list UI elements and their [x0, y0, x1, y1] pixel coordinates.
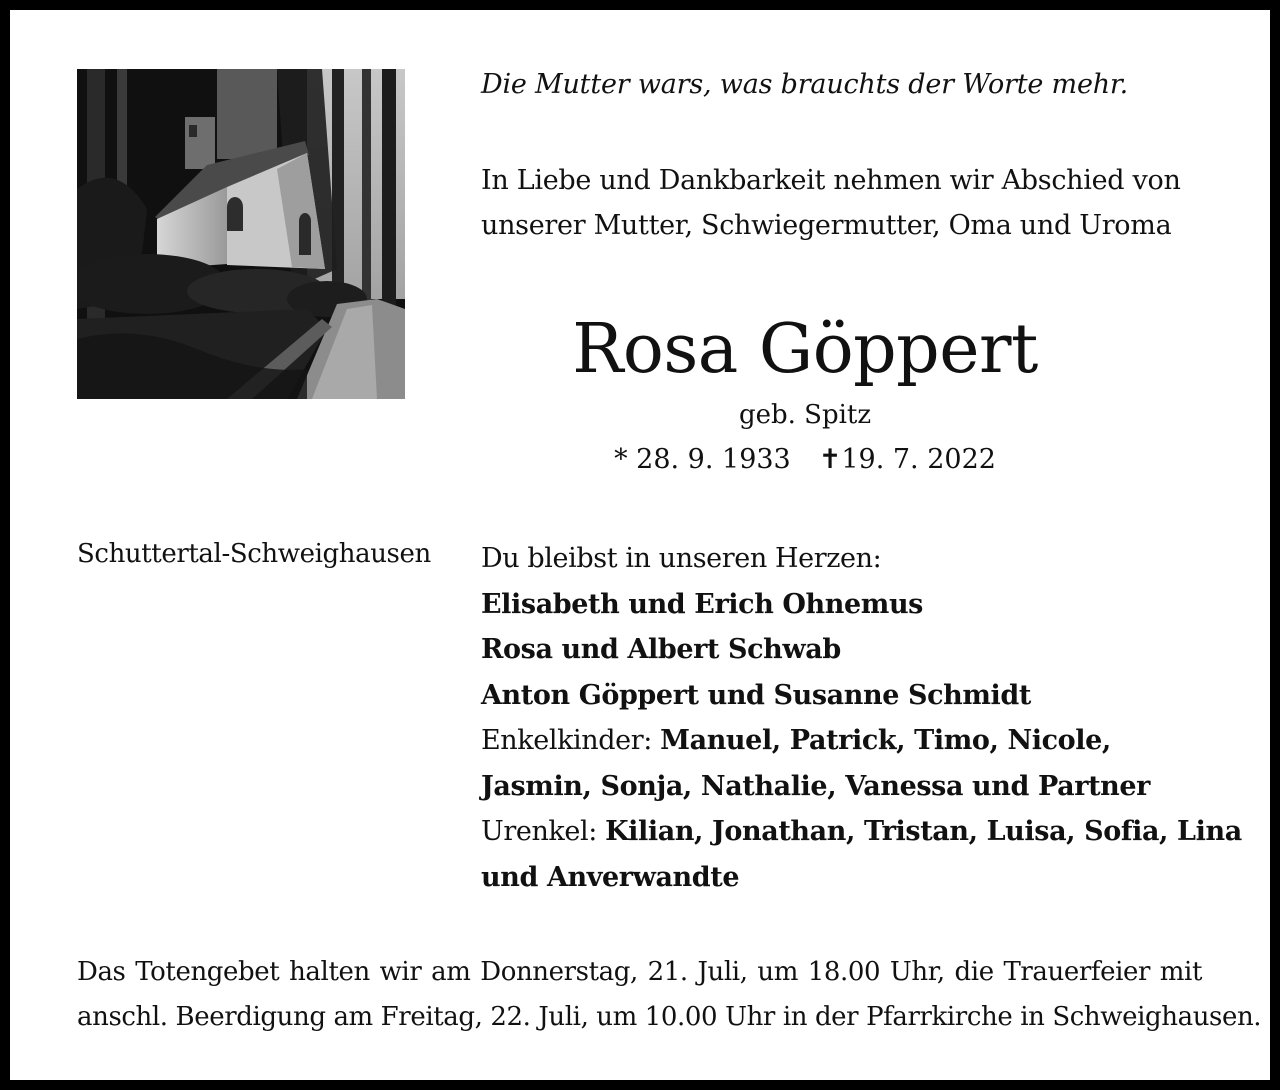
grandchildren-label: Enkelkinder:	[481, 725, 652, 756]
place-name: Schuttertal-Schweighausen	[77, 539, 431, 569]
grandchildren-line-1	[481, 718, 1211, 764]
birth-name: geb. Spitz	[738, 400, 872, 430]
chapel-in-forest-image	[77, 69, 405, 399]
mourners-heading: Du bleibst in unseren Herzen:	[481, 543, 882, 574]
grandchildren-line-2: Jasmin, Sonja, Nathalie, Vanessa und Partner	[481, 770, 1151, 802]
intro-text	[481, 158, 1181, 248]
birth-date: * 28. 9. 1933	[614, 444, 791, 475]
motto-quote: Die Mutter wars, was brauchts der Worte mehr.	[481, 69, 1129, 100]
mourners-closing: und Anverwandte	[481, 861, 740, 893]
great-grandchildren-line	[481, 809, 1242, 855]
chapel-photo	[77, 69, 405, 399]
funeral-info-line-2: anschl. Beerdigung am Freitag, 22. Juli, um 10.00 Uhr in der Pfarrkirche in Schweighausen.	[77, 1002, 1262, 1032]
intro-line-1: In Liebe und Dankbarkeit nehmen wir Abschied von	[481, 165, 1181, 196]
life-dates	[430, 442, 1180, 478]
grandchildren-names-1: Manuel, Patrick, Timo, Nicole,	[660, 725, 1111, 756]
deceased-name: Rosa Göppert	[572, 310, 1038, 389]
family-line-1: Elisabeth und Erich Ohnemus	[481, 588, 923, 620]
great-grandchildren-label: Urenkel:	[481, 816, 597, 847]
family-line-3: Anton Göppert und Susanne Schmidt	[481, 679, 1031, 711]
funeral-info	[77, 950, 1262, 1040]
mourners-list	[481, 536, 1242, 900]
great-grandchildren-names: Kilian, Jonathan, Tristan, Luisa, Sofia, Lina	[605, 816, 1242, 847]
family-line-2: Rosa und Albert Schwab	[481, 634, 841, 665]
intro-line-2: unserer Mutter, Schwiegermutter, Oma und Uroma	[481, 210, 1172, 241]
death-date: ✝19. 7. 2022	[818, 444, 996, 475]
funeral-info-line-1: Das Totengebet halten wir am Donnerstag, 21. Juli, um 18.00 Uhr, die Trauerfeier mit	[77, 957, 1202, 987]
